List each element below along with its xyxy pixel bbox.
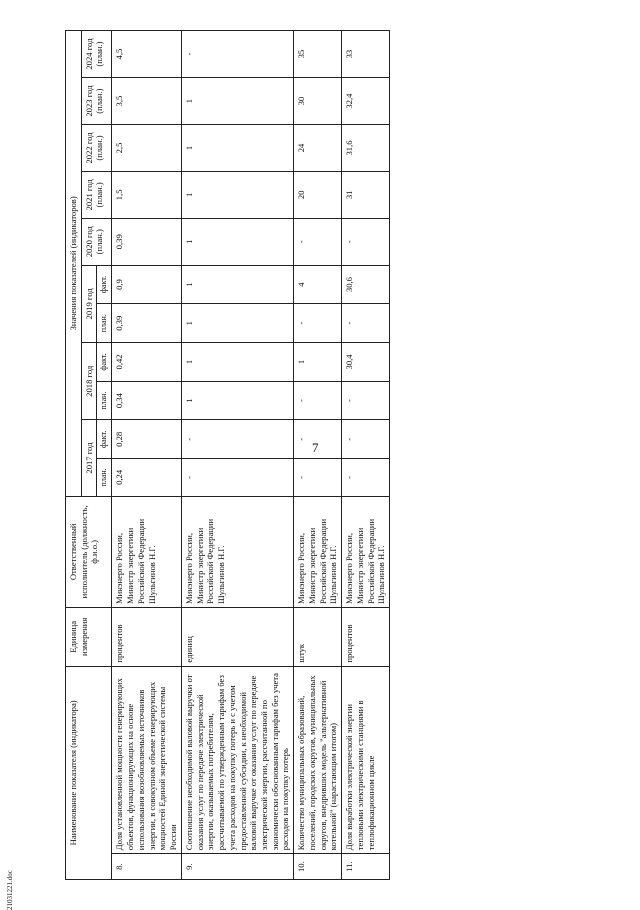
- value-cell: -: [342, 218, 390, 265]
- row-number: 11.: [342, 854, 390, 880]
- table-row: [342, 31, 390, 880]
- row-number: 8.: [112, 854, 181, 880]
- value-cell: 0,34: [112, 381, 181, 420]
- value-cell: 0,28: [112, 420, 181, 459]
- indicator-table-rotated: [65, 30, 590, 880]
- value-cell: 1: [181, 125, 293, 172]
- header-2019: 2019 год: [81, 265, 97, 342]
- indicator-name: Доля установленной мощности генерирующих объектов, функционирующих на основе использования возобновляемых источников энергии, в совокупном объеме генерирующих мощностей Единой энергетической системы России: [112, 666, 181, 854]
- value-cell: 31,6: [342, 125, 390, 172]
- row-number: 10.: [294, 854, 342, 880]
- value-cell: 30,6: [342, 265, 390, 304]
- indicator-name: Соотношение необходимой валовой выручки от оказания услуг по передаче электрической энергии, оказываемых потребителям, рассчитываемой по утвержденным тарифам без учета расходов на покупку потерь и с учетом предоставленной субсидии, к необходимой валовой выручке от оказания услуг по передаче электрической энергии, рассчитанной по экономически обоснованным тарифам без учета расходов на покупку потерь: [181, 666, 293, 854]
- header-plan: план.: [97, 381, 112, 420]
- header-fact: факт.: [97, 265, 112, 304]
- indicator-name: Количество муниципальных образований, поселений, городских округов, муниципальных округов, внедривших модель "альтернативной котельной" (нарастающим итогом): [294, 666, 342, 854]
- header-2022: 2022 год (план.): [81, 125, 112, 172]
- header-2021: 2021 год (план.): [81, 171, 112, 218]
- header-2020: 2020 год (план.): [81, 218, 112, 265]
- value-cell: -: [342, 459, 390, 497]
- value-cell: 1,5: [112, 171, 181, 218]
- value-cell: 0,39: [112, 218, 181, 265]
- header-fact: факт.: [97, 343, 112, 382]
- value-cell: 31: [342, 171, 390, 218]
- header-2018: 2018 год: [81, 343, 97, 420]
- value-cell: 1: [181, 78, 293, 125]
- unit: процентов: [112, 608, 181, 667]
- responsible: Минэнерго России, Министр энергетики Российской Федерации Шульгинов Н.Г.: [294, 496, 342, 607]
- value-cell: 3,5: [112, 78, 181, 125]
- table-row: [294, 31, 342, 880]
- header-fact: факт.: [97, 420, 112, 459]
- header-responsible: Ответственный исполнитель (должность, ф.и.о.): [66, 496, 112, 607]
- header-values: Значения показателей (индикаторов): [66, 31, 82, 497]
- value-cell: 1: [181, 171, 293, 218]
- value-cell: 4,5: [112, 31, 181, 78]
- responsible: Минэнерго России, Министр энергетики Российской Федерации Шульгинов Н.Г.: [112, 496, 181, 607]
- value-cell: -: [294, 381, 342, 420]
- header-name: Наименование показателя (индикатора): [66, 666, 112, 879]
- value-cell: 30: [294, 78, 342, 125]
- value-cell: 2,5: [112, 125, 181, 172]
- unit: единиц: [181, 608, 293, 667]
- value-cell: 24: [294, 125, 342, 172]
- value-cell: -: [342, 381, 390, 420]
- footer-doc-code: 21031221.doc: [6, 870, 14, 910]
- value-cell: -: [342, 420, 390, 459]
- value-cell: 4: [294, 265, 342, 304]
- header-2017: 2017 год: [81, 420, 97, 496]
- value-cell: 1: [294, 343, 342, 382]
- value-cell: 0,9: [112, 265, 181, 304]
- header-2023: 2023 год (план.): [81, 78, 112, 125]
- value-cell: 1: [181, 381, 293, 420]
- value-cell: -: [294, 420, 342, 459]
- responsible: Минэнерго России, Министр энергетики Российской Федерации Шульгинов Н.Г.: [181, 496, 293, 607]
- value-cell: 0,24: [112, 459, 181, 497]
- value-cell: -: [181, 459, 293, 497]
- unit: процентов: [342, 608, 390, 667]
- indicator-table: [65, 30, 390, 880]
- header-2024: 2024 год (план.): [81, 31, 112, 78]
- value-cell: -: [294, 304, 342, 343]
- row-number: 9.: [181, 854, 293, 880]
- value-cell: 1: [181, 265, 293, 304]
- indicator-name: Доля выработки электрической энергии тепловыми электрическими станциями в теплофикационном цикле: [342, 666, 390, 854]
- value-cell: 35: [294, 31, 342, 78]
- value-cell: -: [294, 218, 342, 265]
- value-cell: 1: [181, 304, 293, 343]
- value-cell: 1: [181, 343, 293, 382]
- responsible: Минэнерго России, Министр энергетики Российской Федерации Шульгинов Н.Г.: [342, 496, 390, 607]
- value-cell: -: [181, 420, 293, 459]
- value-cell: -: [342, 304, 390, 343]
- value-cell: 32,4: [342, 78, 390, 125]
- table-row: [181, 31, 293, 880]
- header-plan: план.: [97, 304, 112, 343]
- page-number: 7: [312, 440, 319, 455]
- value-cell: 30,4: [342, 343, 390, 382]
- value-cell: -: [181, 31, 293, 78]
- table-row: [112, 31, 181, 880]
- value-cell: 20: [294, 171, 342, 218]
- unit: штук: [294, 608, 342, 667]
- value-cell: 0,42: [112, 343, 181, 382]
- value-cell: 1: [181, 218, 293, 265]
- value-cell: 33: [342, 31, 390, 78]
- header-plan: план.: [97, 459, 112, 497]
- value-cell: 0,39: [112, 304, 181, 343]
- header-unit: Единица измерения: [66, 608, 112, 667]
- value-cell: -: [294, 459, 342, 497]
